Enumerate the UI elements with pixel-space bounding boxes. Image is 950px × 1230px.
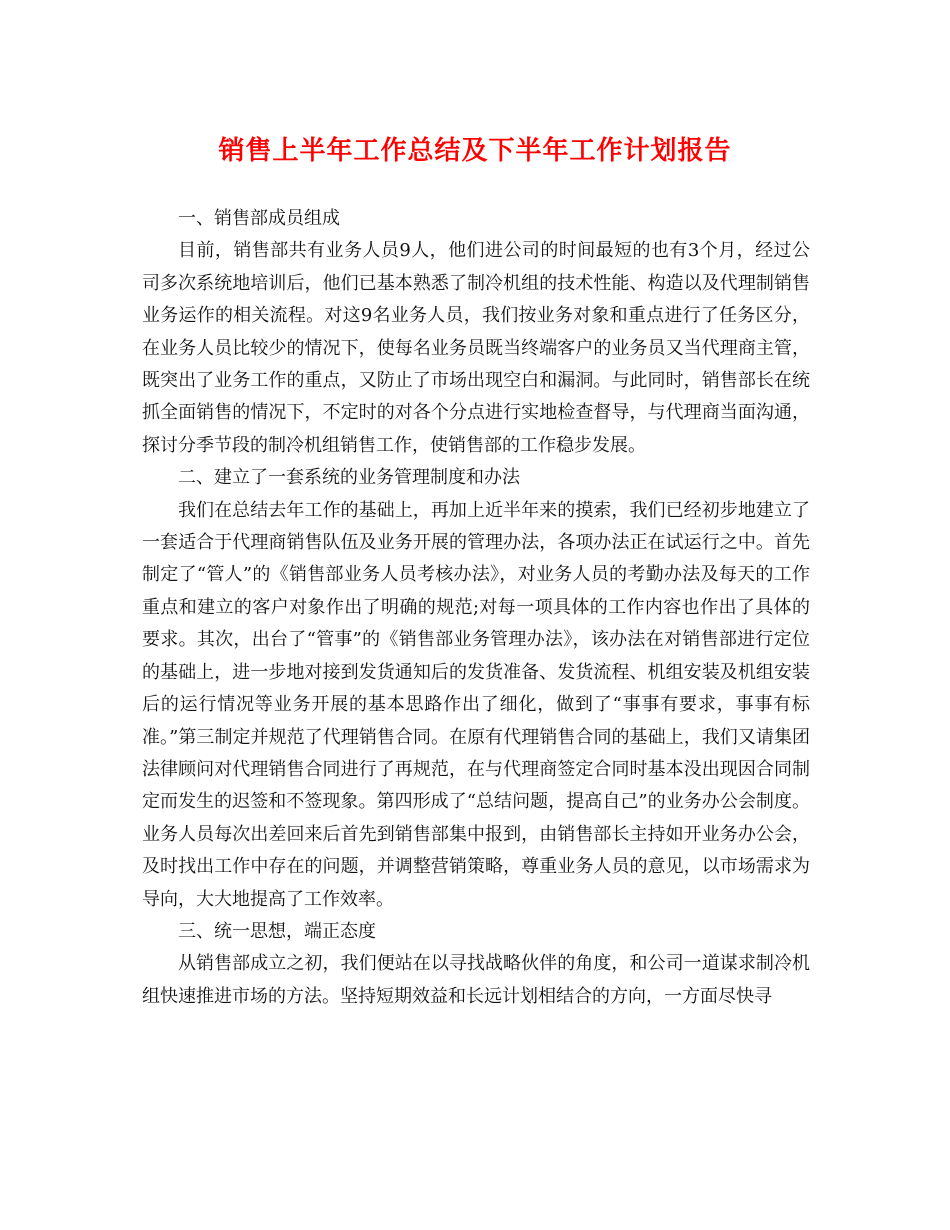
document-body bbox=[142, 203, 810, 1013]
section-paragraph-3: 从销售部成立之初，我们便站在以寻找战略伙伴的角度，和公司一道谋求制冷机组快速推进市场的方法。坚持短期效益和长远计划相结合的方向，一方面尽快寻 bbox=[142, 953, 810, 1007]
section-heading-2: 二、建立了一套系统的业务管理制度和办法 bbox=[178, 467, 520, 489]
section-heading-1: 一、销售部成员组成 bbox=[178, 208, 340, 229]
section-heading-3: 三、统一思想，端正态度 bbox=[178, 920, 376, 942]
document-title: 销售上半年工作总结及下半年工作计划报告 bbox=[218, 136, 732, 166]
section-paragraph-1: 目前，销售部共有业务人员9人，他们进公司的时间最短的也有3个月，经过公司多次系统地培训后，他们已基本熟悉了制冷机组的技术性能、构造以及代理制销售业务运作的相关流程。对这9名业务人员，我们按业务对象和重点进行了任务区分，在业务人员比较少的情况下，使每名业务员既当终端客户的业务员又当代理商主管，既突出了业务工作的重点，又防止了市场出现空白和漏洞。与此同时，销售部长在统抓全面销售的情况下，不定时的对各个分点进行实地检查督导，与代理商当面沟通，探讨分季节段的制冷机组销售工作，使销售部的工作稳步发展。 bbox=[142, 240, 810, 456]
section-paragraph-2: 我们在总结去年工作的基础上，再加上近半年来的摸索，我们已经初步地建立了一套适合于代理商销售队伍及业务开展的管理办法，各项办法正在试运行之中。首先制定了“管人”的《销售部业务人员考核办法》，对业务人员的考勤办法及每天的工作重点和建立的客户对象作出了明确的规范;对每一项具体的工作内容也作出了具体的要求。其次，出台了“管事”的《销售部业务管理办法》，该办法在对销售部进行定位的基础上，进一步地对接到发货通知后的发货准备、发货流程、机组安装及机组安装后的运行情况等业务开展的基本思路作出了细化，做到了“事事有要求，事事有标准。”第三制定并规范了代理销售合同。在原有代理销售合同的基础上，我们又请集团法律顾问对代理销售合同进行了再规范，在与代理商签定合同时基本没出现因合同制定而发生的迟签和不签现象。第四形成了“总结问题，提高自己”的业务办公会制度。业务人员每次出差回来后首先到销售部集中报到，由销售部长主持如开业务办公会，及时找出工作中存在的问题，并调整营销策略，尊重业务人员的意见，以市场需求为导向，大大地提高了工作效率。 bbox=[142, 499, 810, 910]
